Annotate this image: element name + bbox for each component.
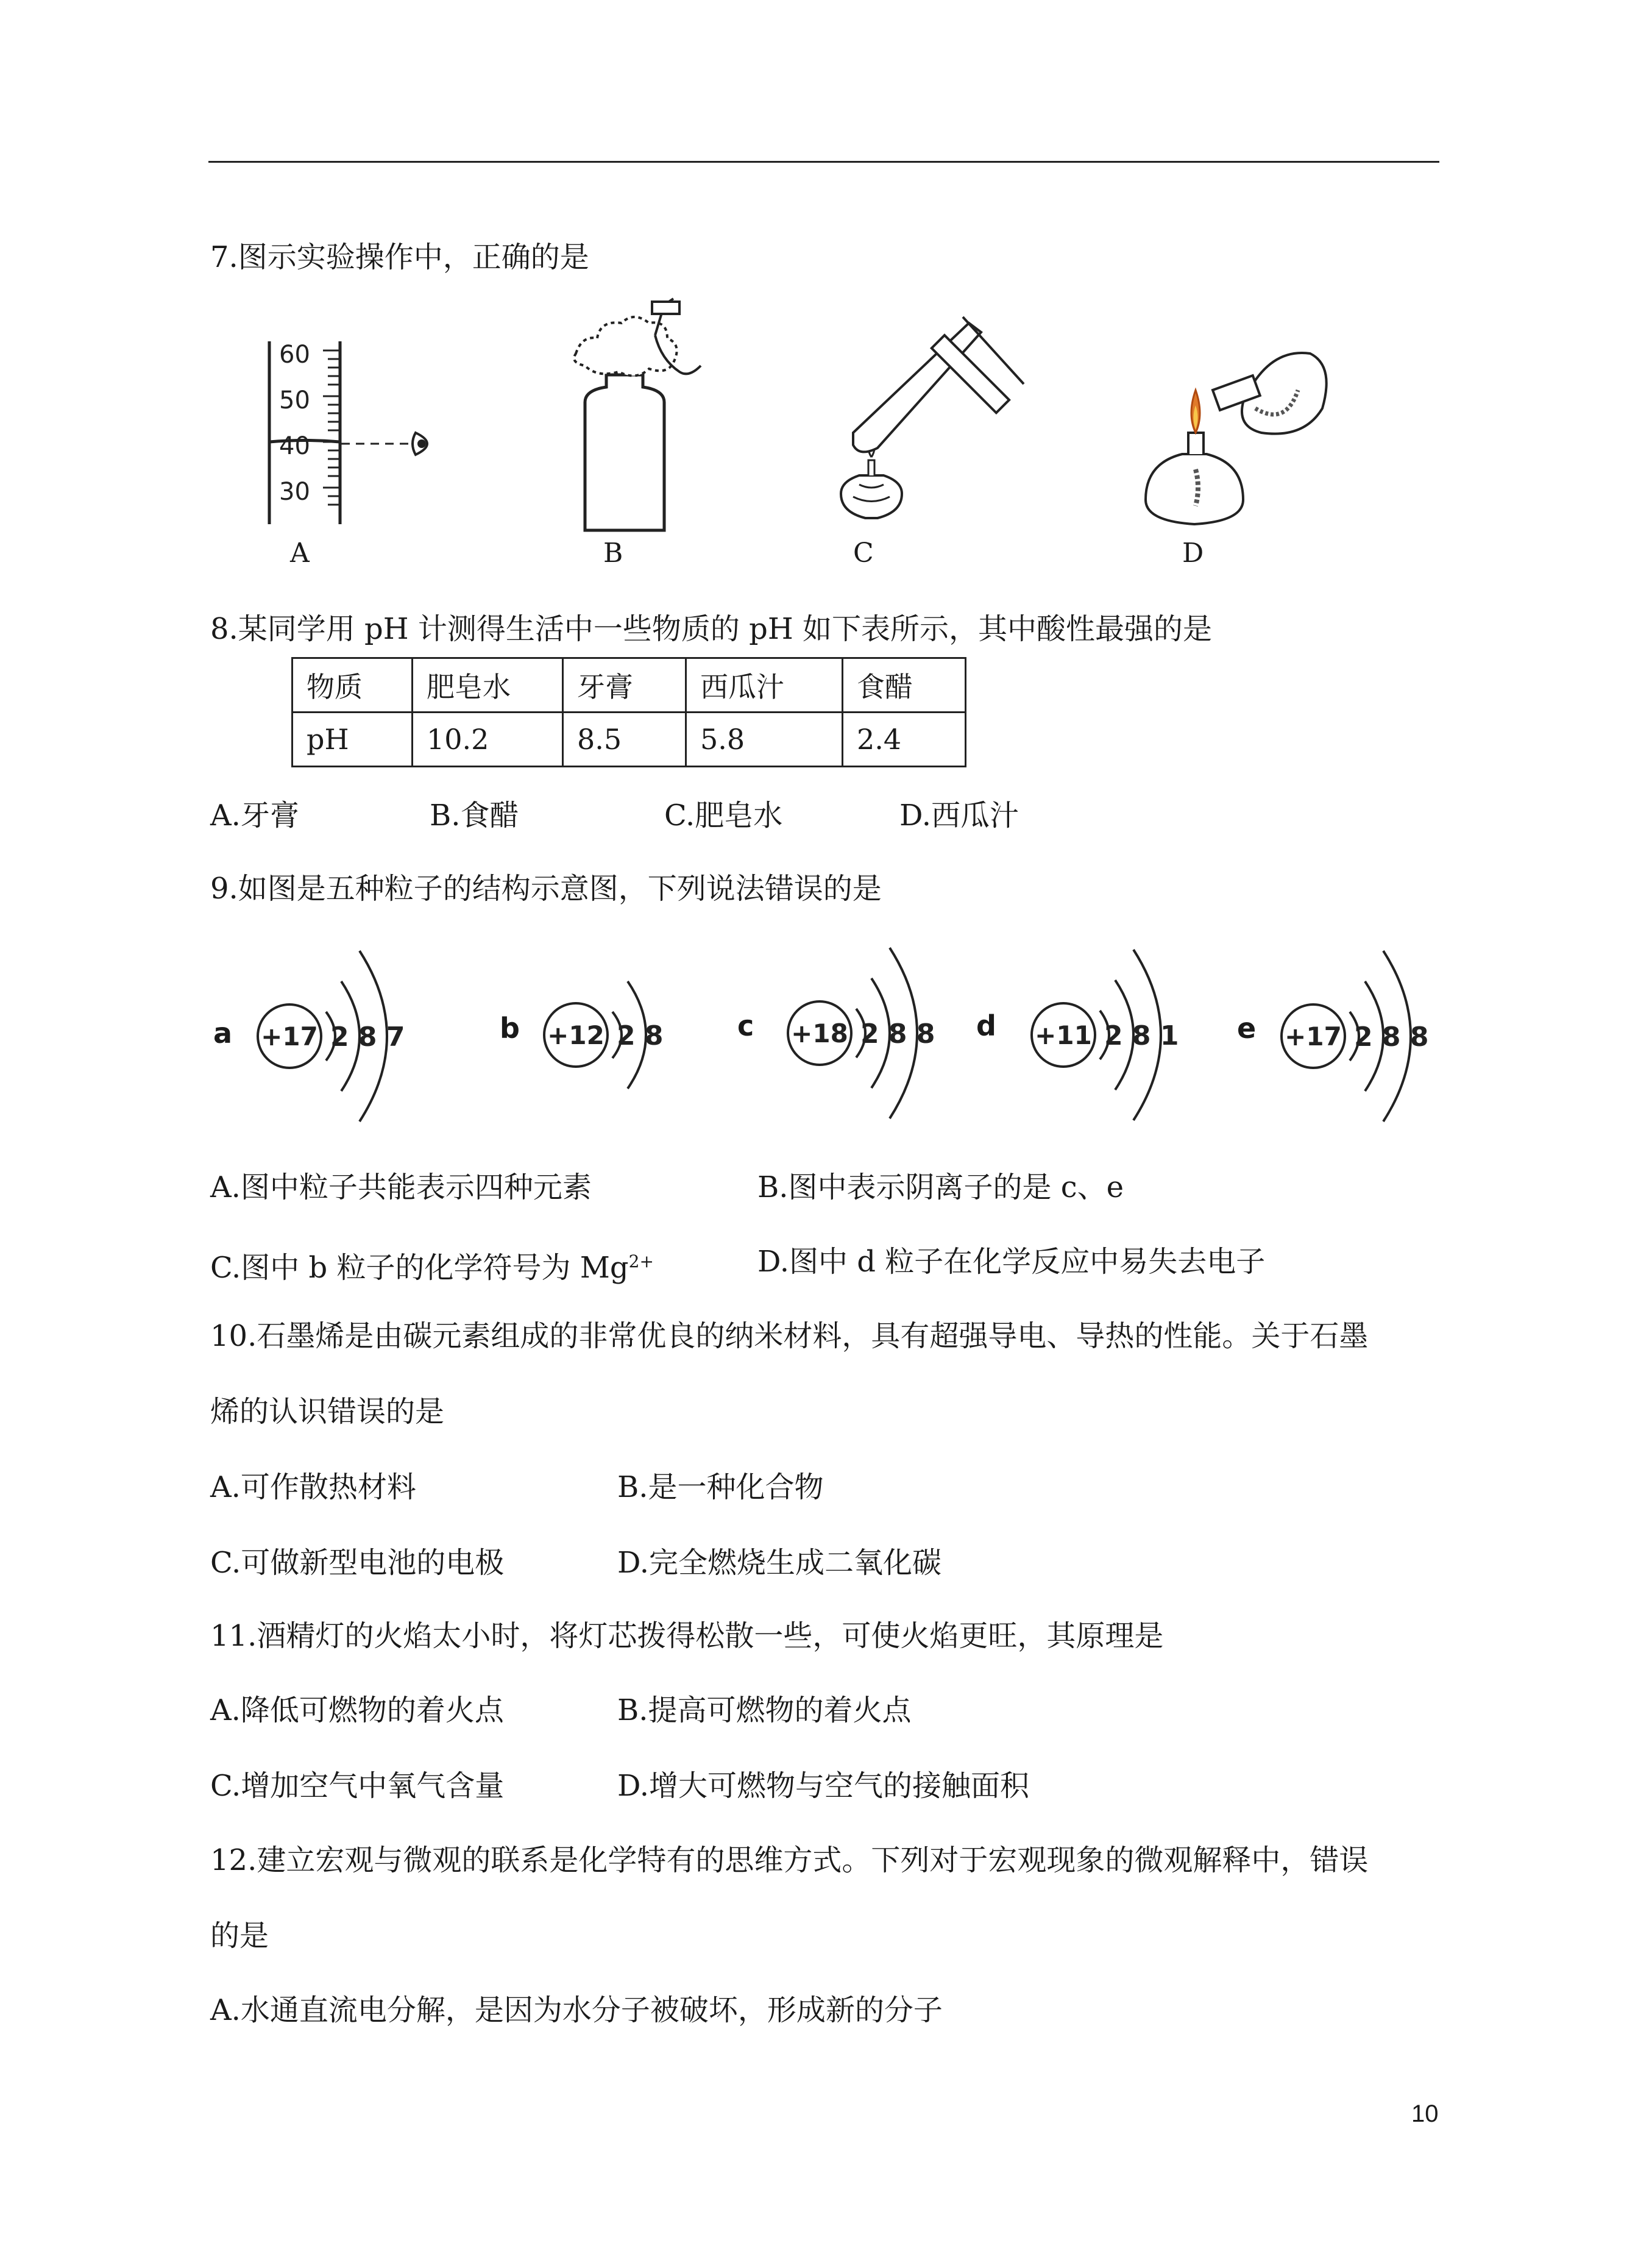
q7-label-d: D (1182, 538, 1204, 569)
atom-e-diagram (1261, 926, 1450, 1146)
q9-option-c (210, 1243, 654, 1286)
q7-figure-c-heating (817, 311, 1048, 530)
q9-option-a: A.图中粒子共能表示四种元素 (210, 1170, 592, 1204)
q10-option-c: C.可做新型电池的电极 (210, 1546, 505, 1580)
table-cell: 8.5 (563, 713, 686, 767)
atom-label-b: b (500, 1012, 520, 1045)
q7-label-a: A (290, 538, 310, 569)
q7-stem: 7.图示实验操作中，正确的是 (210, 240, 589, 274)
table-row (292, 658, 966, 713)
q9-option-d: D.图中 d 粒子在化学反应中易失去电子 (757, 1245, 1266, 1279)
q7-label-b: B (603, 538, 623, 569)
atom-c-diagram (768, 926, 969, 1146)
page-number: 10 (1411, 2100, 1439, 2127)
atom-d-diagram (1012, 926, 1213, 1146)
header-rule (208, 161, 1439, 163)
q9-stem: 9.如图是五种粒子的结构示意图，下列说法错误的是 (210, 872, 882, 906)
ph-table (291, 657, 966, 767)
atom-e-shells: 2 8 8 (1354, 1022, 1429, 1053)
q11-stem: 11.酒精灯的火焰太小时，将灯芯拨得松散一些，可使火焰更旺，其原理是 (210, 1619, 1164, 1653)
table-cell: 西瓜汁 (686, 658, 843, 713)
q8-stem: 8.某同学用 pH 计测得生活中一些物质的 pH 如下表所示，其中酸性最强的是 (210, 612, 1213, 646)
atom-b-nucleus: +12 (547, 1020, 604, 1050)
table-cell: 肥皂水 (413, 658, 563, 713)
atom-diagrams (207, 926, 1450, 1146)
atom-d-shells: 2 8 1 (1104, 1020, 1179, 1051)
q8-option-b: B.食醋 (430, 798, 519, 833)
atom-c-shells: 2 8 8 (860, 1018, 935, 1050)
table-row (292, 713, 966, 767)
q10-option-a: A.可作散热材料 (210, 1470, 416, 1504)
q10-option-d: D.完全燃烧生成二氧化碳 (617, 1546, 942, 1580)
atom-c-nucleus: +18 (791, 1018, 848, 1048)
table-cell: 物质 (292, 658, 413, 713)
atom-label-e: e (1237, 1012, 1257, 1045)
cyl-tick-30: 30 (279, 478, 310, 506)
q7-figure-b-bottle (548, 293, 731, 536)
q9-option-b: B.图中表示阴离子的是 c、e (757, 1170, 1124, 1204)
table-cell: 10.2 (413, 713, 563, 767)
atom-e-nucleus: +17 (1285, 1022, 1342, 1051)
atom-b-shells: 2 8 (617, 1020, 664, 1051)
table-cell: 2.4 (843, 713, 966, 767)
table-cell: 5.8 (686, 713, 843, 767)
q8-option-d: D.西瓜汁 (899, 798, 1019, 833)
q10-option-b: B.是一种化合物 (617, 1470, 824, 1504)
q11-option-c: C.增加空气中氧气含量 (210, 1769, 505, 1803)
q8-option-c: C.肥皂水 (664, 798, 783, 833)
cyl-tick-40: 40 (279, 432, 310, 460)
atom-label-d: d (976, 1009, 996, 1042)
q7-figure-d-lamps (1133, 317, 1335, 530)
table-cell: pH (292, 713, 413, 767)
q9-option-c-text: C.图中 b 粒子的化学符号为 Mg (210, 1251, 629, 1285)
q9-option-c-charge: 2+ (628, 1251, 654, 1271)
atom-b-diagram (524, 926, 695, 1146)
atom-a-diagram (238, 926, 439, 1146)
atom-label-a: a (213, 1017, 233, 1050)
atom-label-c: c (737, 1009, 754, 1042)
table-cell: 牙膏 (563, 658, 686, 713)
cyl-tick-50: 50 (279, 386, 310, 414)
atom-d-nucleus: +11 (1035, 1020, 1092, 1050)
cyl-tick-60: 60 (279, 341, 310, 369)
q11-option-b: B.提高可燃物的着火点 (617, 1693, 912, 1727)
q10-stem-line1: 10.石墨烯是由碳元素组成的非常优良的纳米材料，具有超强导电、导热的性能。关于石墨 (210, 1319, 1369, 1353)
q10-stem-line2: 烯的认识错误的是 (210, 1395, 445, 1429)
q12-option-a: A.水通直流电分解，是因为水分子被破坏，形成新的分子 (210, 1993, 943, 2027)
table-cell: 食醋 (843, 658, 966, 713)
q8-option-a: A.牙膏 (210, 798, 299, 833)
q11-option-a: A.降低可燃物的着火点 (210, 1693, 504, 1727)
atom-a-nucleus: +17 (261, 1022, 318, 1051)
q12-stem-line1: 12.建立宏观与微观的联系是化学特有的思维方式。下列对于宏观现象的微观解释中，错误 (210, 1843, 1369, 1877)
q12-stem-line2: 的是 (210, 1919, 269, 1953)
atom-a-shells: 2 8 7 (330, 1022, 405, 1053)
q7-label-c: C (853, 538, 874, 569)
q11-option-d: D.增大可燃物与空气的接触面积 (617, 1769, 1030, 1803)
q7-figure-a-cylinder (256, 335, 451, 530)
